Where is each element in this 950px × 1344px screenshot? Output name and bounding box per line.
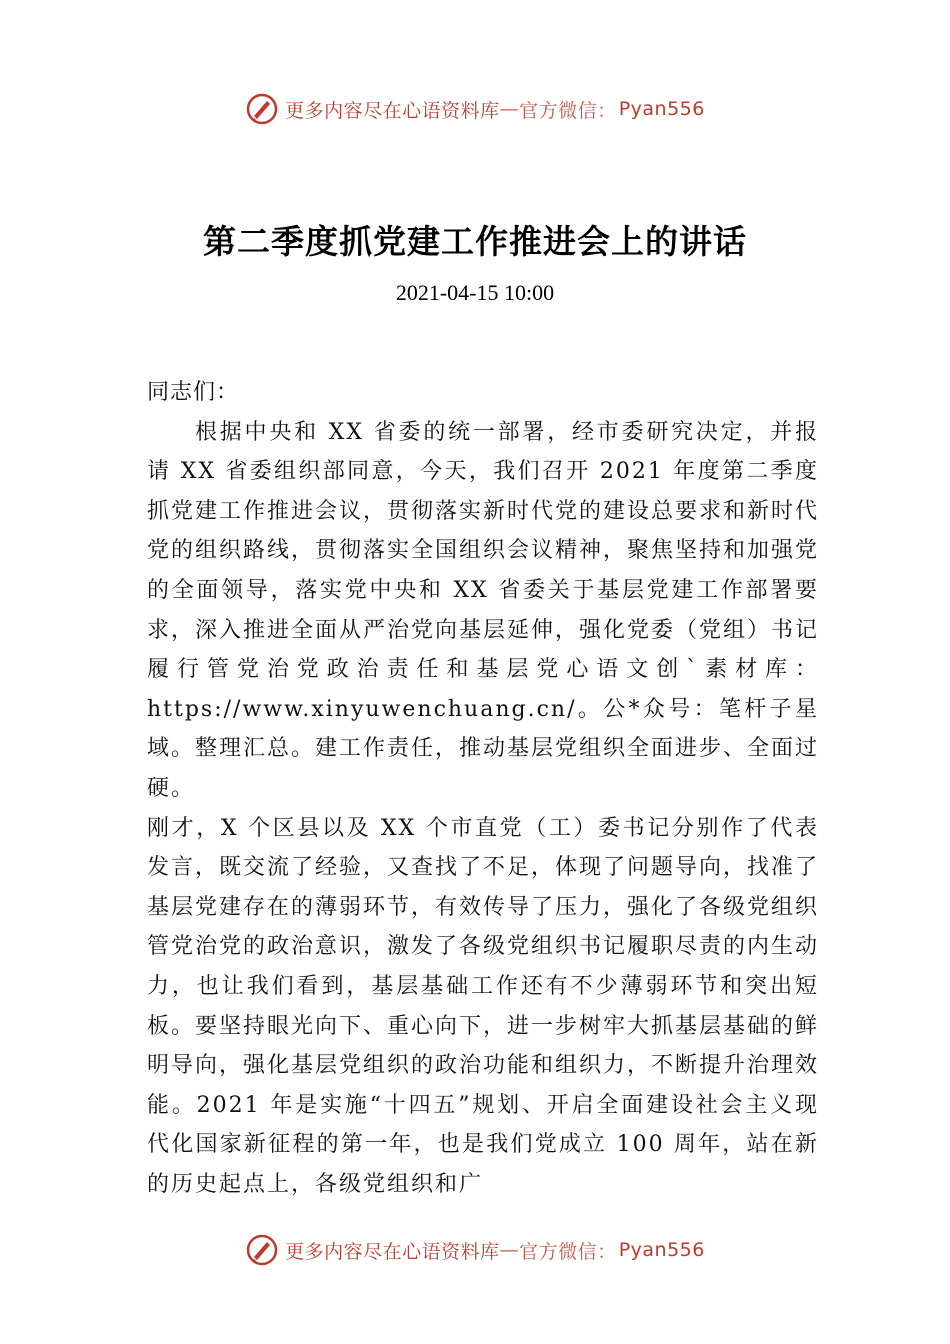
watermark-dash: — [499, 98, 520, 120]
brush-logo-icon [245, 1233, 279, 1267]
document-body [147, 373, 819, 1204]
document-date: 2021-04-15 10:00 [395, 280, 555, 305]
watermark-dash: — [499, 1239, 520, 1261]
watermark-main-text: 更多内容尽在心语资料库 [285, 99, 500, 122]
paragraph-1: 根据中央和 XX 省委的统一部署，经市委研究决定，并报请 XX 省委组织部同意，今天，我们召开 2021 年度第二季度抓党建工作推进会议，贯彻落实新时代党的建设总要求和新时代党的组织路线，贯彻落实全国组织会议精神，聚焦坚持和加强党的全面领导，落实党中央和 XX 省委关于基层党建工作部署要求，深入推进全面从严治党向基层延伸，强化党委（党组）书记履行管党治党政治责任和基层党心语文创`素材库：https://www.xinyuwenchuang.cn/。公*众号：笔杆子星域。整理汇总。建工作责任，推动基层党组织全面进步、全面过硬。 [147, 419, 820, 801]
paragraph-2: 刚才，X 个区县以及 XX 个市直党（工）委书记分别作了代表发言，既交流了经验，又查找了不足，体现了问题导向，找准了基层党建存在的薄弱环节，有效传导了压力，强化了各级党组织管党治党的政治意识，激发了各级党组织书记履职尽责的内生动力，也让我们看到，基层基础工作还有不少薄弱环节和突出短板。要坚持眼光向下、重心向下，进一步树牢大抓基层基础的鲜明导向，强化基层党组织的政治功能和组织力，不断提升治理效能。2021 年是实施“十四五”规划、开启全面建设社会主义现代化国家新征程的第一年，也是我们党成立 100 周年，站在新的历史起点上，各级党组织和广 [147, 815, 820, 1197]
watermark-wechat-id: Pyan556 [618, 98, 705, 120]
watermark-main-text: 更多内容尽在心语资料库 [285, 1240, 500, 1263]
watermark-label: 官方微信： [519, 1240, 617, 1263]
document-title: 第二季度抓党建工作推进会上的讲话 [203, 222, 747, 261]
watermark-label: 官方微信： [519, 99, 617, 122]
greeting: 同志们： [147, 380, 240, 405]
header-watermark [0, 92, 950, 126]
footer-watermark [0, 1233, 950, 1267]
watermark-wechat-id: Pyan556 [618, 1239, 705, 1261]
brush-logo-icon [245, 92, 279, 126]
